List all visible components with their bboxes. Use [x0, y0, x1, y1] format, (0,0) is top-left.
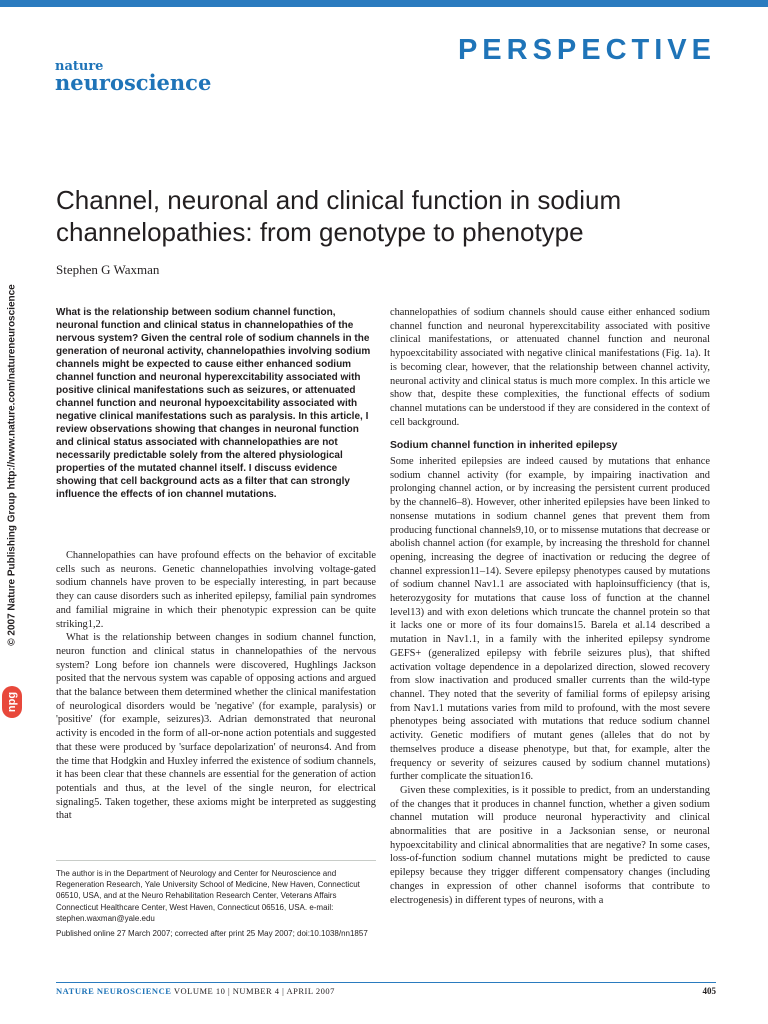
- author-footnote: [56, 868, 376, 943]
- body-paragraph: Some inherited epilepsies are indeed caused by mutations that enhance sodium channel activity (for example, by impairing inactivation and prolonging channel action, or by increasing the persistent current produced by the channel6–8). However, other inherited epilepsies have been linked to nonsense mutations in sodium channel genes that prevent them from producing functional channels9,10, or to missense mutations that decrease or abolish channel action (for example, by increasing the threshold for channel opening, increasing the degree of inactivation or reducing the degree of channel expression11–14). Severe epilepsy phenotypes caused by mutations of sodium channel Nav1.1 are associated with haploinsufficiency (that is, heterozygosity for mutations that cause loss of function at the channel level13) and with exon deletions which truncate the channel protein so that it lacks one or more of its four domains15. Barela et al.14 described a mutation in Nav1.1, in a family with the inherited epilepsy syndrome GEFS+ (generalized epilepsy with febrile seizures plus), that shifted activation voltage dependence in a depolarized direction, slowed recovery from slow inactivation and produced smaller currents than the wild-type channel. They noted that the severity of familial forms of epilepsy arising from Nav1.1 mutations varies from mild to profound, with the most severe phenotypes being associated with mutations that reduce sodium channel activity. Genetic modifiers of mutant genes (alleles that do not by themselves produce a disease phenotype, but that, for example, alter the frequency or severity of seizures caused by sodium channel mutations) further complicate the situation16.: [390, 456, 711, 783]
- section-heading: Sodium channel function in inherited epilepsy: [390, 440, 618, 452]
- author-affiliation: The author is in the Department of Neurology and Center for Neuroscience and Regeneration Research, Yale University School of Medicine, New Haven, Connecticut 06510, USA, and at the Neuro Rehabilitation Research Center, Veterans Affairs Connecticut Healthcare Center, West Haven, Connecticut 06516, USA. e-mail: stephen.waxman@yale.edu: [56, 869, 360, 923]
- publication-info: Published online 27 March 2007; corrected after print 25 May 2007; doi:10.1038/nn1857: [56, 929, 368, 939]
- npg-logo-badge: [2, 686, 22, 718]
- journal-logo-top: nature: [55, 59, 104, 74]
- section-label: PERSPECTIVE: [457, 34, 716, 66]
- footnote-divider: [56, 860, 376, 861]
- copyright-text: © 2007 Nature Publishing Group http://www.nature.com/natureneuroscience: [6, 284, 18, 646]
- right-column-body: [390, 306, 710, 907]
- abstract: What is the relationship between sodium channel function, neuronal function and clinical status in channelopathies of the nervous system? Given the central role of sodium channels in the generation of neuronal activity, channelopathies involving sodium channels might be expected to cause either enhanced sodium channel function and neuronal hyperexcitability associated with positive clinical manifestations such as seizures, or attenuated channel function and neuronal hypoexcitability associated with negative clinical manifestations such as paralysis. In this article, I review observations showing that changes in neuronal function and clinical status associated with channelopathies are not necessarily predictable solely from the altered physiological properties of the mutated channel itself. I discuss evidence showing that cell background acts as a filter that can strongly influence the effects of ion channel mutations.: [56, 307, 371, 500]
- npg-logo-text: npg: [6, 691, 18, 713]
- body-paragraph: Channelopathies can have profound effects on the behavior of excitable cells such as neurons. Genetic channelopathies involving voltage-gated sodium channels have proven to be especially interesting, in part because they can cause disorders such as inherited epilepsy, familial pain syndromes and familial migraine in which their phenotypic expression can be quite striking1,2.: [56, 550, 376, 630]
- top-color-bar: [0, 0, 768, 7]
- left-column-body: [56, 549, 376, 823]
- footer-citation: [56, 986, 335, 996]
- journal-logo-bottom: neuroscience: [55, 70, 212, 95]
- article-title: Channel, neuronal and clinical function in sodium channelopathies: from genotype to phenotype: [56, 185, 622, 247]
- copyright-sidebar: [2, 260, 22, 670]
- footer-divider: [56, 982, 716, 983]
- body-paragraph: channelopathies of sodium channels should cause either enhanced sodium channel function and neuronal hyperexcitability associated with positive clinical manifestations, or attenuated channel function and neuronal hypoexcitability associated with negative clinical manifestations (Fig. 1a). It is becoming clear, however, that the relationship between channel activity, neuronal activity and clinical status is much more complex. In this article we show that, despite these complexities, the functional effects of sodium channel mutations can be understood if they are considered in the context of cell background.: [390, 307, 710, 428]
- article-author: Stephen G Waxman: [56, 262, 160, 277]
- page-number: 405: [702, 986, 716, 996]
- footer-journal-name: NATURE NEUROSCIENCE: [56, 986, 172, 996]
- footer-issue: VOLUME 10 | NUMBER 4 | APRIL 2007: [171, 986, 335, 996]
- journal-logo[interactable]: [55, 60, 211, 93]
- body-paragraph: Given these complexities, is it possible to predict, from an understanding of the changes that it produces in channel function, whether a given sodium channel mutation will produce neuronal hyperactivity and clinical abnormalities that are positive in a Jacksonian sense, or neuronal hypoexcitability and clinical abnormalities that are negative? In some cases, loss-of-function sodium channel mutations might be predicted to cause epilepsy because they trigger different compensatory changes (including changes in expression of other channel isoforms that contribute to electrogenesis) in different types of neurons, with a: [390, 784, 710, 906]
- body-paragraph: What is the relationship between changes in sodium channel function, neuron function and clinical status in channelopathies of the nervous system? Long before ion channels were discovered, Hughlings Jackson posited that the nervous system was capable of opposing actions and argued that the balance between them determined whether the clinical manifestation of neurological disorders would be 'negative' (for example, paralysis) or 'positive' (for example, seizures)3. Adrian demonstrated that neuronal activity is encoded in the form of all-or-none action potentials and suggested that these were produced by 'surface depolarization' of neurons4. And from the time that Hodgkin and Huxley inferred the existence of sodium channels, it has been clear that these channels are essential for the generation of action potentials and thus, at the level of the single neuron, for electrical signaling5. Taken together, these axioms might be interpreted as suggesting that: [56, 632, 376, 822]
